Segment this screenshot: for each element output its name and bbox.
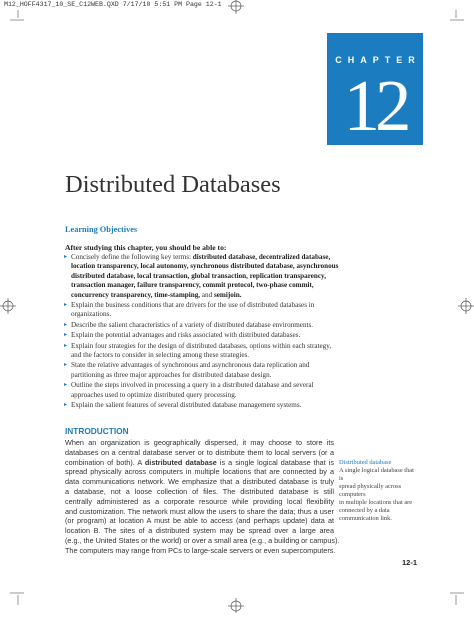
objective-text: State the relative advantages of synchronous and asynchronous data replication and partitioning as three major approaches for distributed database design. bbox=[71, 361, 310, 379]
paragraph-line: (e.g., the United States or the world) or over a small area (e.g., a building or campus). bbox=[65, 535, 340, 545]
margin-definition-line: connected by a data bbox=[339, 507, 390, 514]
registration-mark-top bbox=[226, 0, 246, 20]
margin-definition bbox=[339, 459, 419, 523]
objective-text: Explain the potential advantages and risks associated with distributed databases. bbox=[71, 331, 301, 340]
learning-objectives-intro: After studying this chapter, you should be able to: bbox=[65, 243, 227, 252]
margin-definition-line: in multiple locations that are bbox=[339, 499, 413, 506]
bullet-arrow-icon: ▸ bbox=[64, 321, 68, 328]
learning-objectives-list bbox=[64, 253, 342, 412]
chapter-title: Distributed Databases bbox=[65, 171, 281, 198]
objective-item bbox=[64, 381, 342, 400]
registration-mark-right bbox=[454, 296, 474, 316]
paragraph-line: a database, not a loose collection of files. The distributed database is still bbox=[65, 486, 334, 496]
objective-text: Describe the salient characteristics of a variety of distributed database environments. bbox=[71, 320, 314, 329]
bullet-arrow-icon: ▸ bbox=[64, 402, 68, 409]
print-slug-line: M12_HOFF4317_10_SE_C12WEB.QXD 7/17/10 5:51 PM Page 12-1 bbox=[4, 1, 222, 8]
objective-item bbox=[64, 361, 342, 380]
introduction-heading: INTRODUCTION bbox=[65, 426, 129, 436]
learning-objectives-heading: Learning Objectives bbox=[65, 225, 138, 234]
objective-item bbox=[64, 342, 342, 361]
paragraph-line: The computers may range from PCs to large-scale servers or even supercomputers. bbox=[65, 545, 336, 555]
crop-mark-top-left bbox=[4, 10, 24, 30]
crop-mark-bottom-right bbox=[450, 585, 470, 605]
bullet-arrow-icon: ▸ bbox=[64, 382, 68, 389]
crop-mark-top-right bbox=[450, 10, 470, 30]
margin-definition-line: spread physically across computers bbox=[339, 483, 402, 498]
crop-mark-bottom-left bbox=[4, 585, 24, 605]
objective-item bbox=[64, 321, 342, 330]
paragraph-line: centrally administered as a corporate resource while providing local flexibility bbox=[65, 496, 334, 506]
objective-item bbox=[64, 301, 342, 320]
margin-definition-line: communication link. bbox=[339, 515, 392, 522]
registration-mark-left bbox=[0, 296, 20, 316]
paragraph-line: and customization. The network must allow the users to share the data; thus a user bbox=[65, 506, 334, 516]
page-number: 12-1 bbox=[402, 558, 418, 567]
paragraph-line: location B. The sites of a distributed system may be spread over a large area bbox=[65, 526, 334, 536]
objective-text: Explain the business conditions that are drivers for the use of distributed databases in organizations. bbox=[71, 301, 315, 319]
registration-mark-bottom bbox=[226, 597, 246, 617]
objective-text: Outline the steps involved in processing a query in a distributed database and several approaches used to optimize distributed query processing. bbox=[71, 381, 314, 399]
objective-text: Explain the salient features of several distributed database management systems. bbox=[71, 401, 302, 410]
objective-text: Explain four strategies for the design of distributed databases, options within each strategy, and the factors to consider in selecting among these strategies. bbox=[71, 341, 332, 360]
bullet-arrow-icon: ▸ bbox=[64, 254, 68, 260]
bullet-arrow-icon: ▸ bbox=[64, 332, 68, 339]
introduction-paragraph bbox=[65, 438, 340, 556]
chapter-label: CHAPTER bbox=[335, 55, 421, 65]
bullet-arrow-icon: ▸ bbox=[64, 342, 68, 349]
bullet-arrow-icon: ▸ bbox=[64, 302, 68, 309]
paragraph-line: When an organization is geographically dispersed, it may choose to store its bbox=[65, 438, 334, 447]
chapter-number: 12 bbox=[343, 65, 407, 146]
objective-item bbox=[64, 331, 342, 340]
paragraph-line: databases on a central database server or to distribute them to local servers (or a bbox=[65, 447, 334, 457]
bullet-arrow-icon: ▸ bbox=[64, 362, 68, 369]
paragraph-line: spread physically across computers in multiple locations that are connected by a bbox=[65, 467, 334, 477]
objective-item bbox=[64, 253, 342, 300]
paragraph-line: combination of both). A distributed database is a single logical database that is bbox=[65, 457, 335, 467]
paragraph-line: (or program) at location A must be able to access (and perhaps update) data at bbox=[65, 516, 334, 526]
objective-item bbox=[64, 401, 342, 410]
chapter-badge bbox=[327, 33, 423, 145]
paragraph-line: data communications network. We emphasize that a distributed database is truly bbox=[65, 477, 334, 487]
margin-definition-line: A single logical database that is bbox=[339, 467, 414, 482]
margin-definition-term: Distributed database bbox=[339, 459, 392, 466]
objective-text: Concisely define the following key terms: distributed database, decentralized database, location transparency, local autonomy, synchronous distributed database, asynchronous distributed database, local transaction, global transaction, replication transparency, transaction manager, failure transparency, commit protocol, two-phase commit, concurrency transparency, time-stamping, and semijoin. bbox=[71, 253, 339, 299]
